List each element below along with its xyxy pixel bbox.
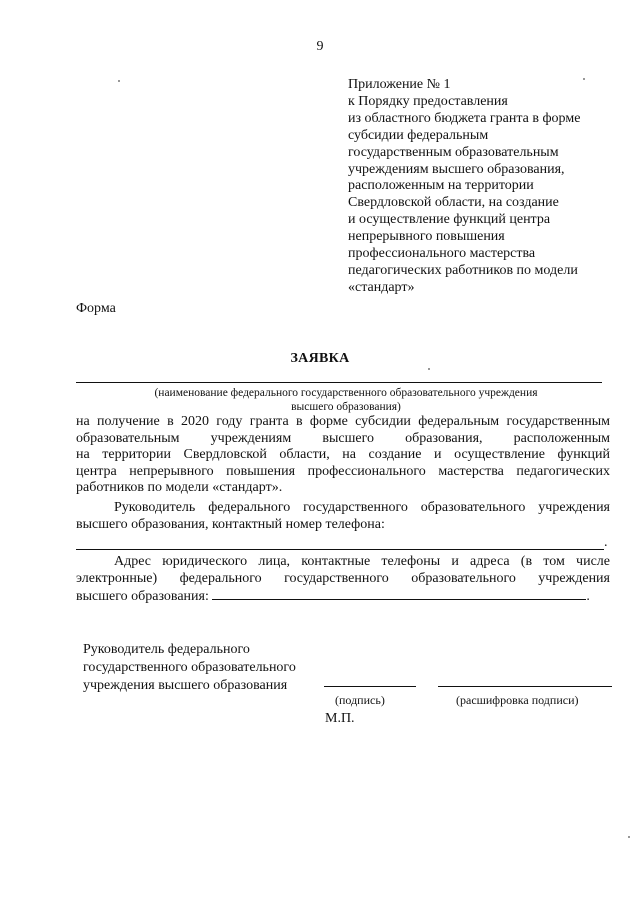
scan-speck bbox=[583, 78, 585, 80]
address-line-last bbox=[76, 587, 610, 606]
scan-speck bbox=[428, 368, 430, 370]
institution-name-caption bbox=[76, 386, 616, 414]
address-fill-line bbox=[212, 587, 586, 600]
appendix-line: к Порядку предоставления bbox=[348, 93, 508, 109]
appendix-header bbox=[348, 77, 618, 297]
caption-line: высшего образования) bbox=[291, 401, 401, 413]
signer-line: учреждения высшего образования bbox=[83, 678, 288, 693]
address-fill-period: . bbox=[586, 589, 590, 604]
decryption-label: (расшифровка подписи) bbox=[456, 693, 579, 707]
appendix-line: непрерывного повышения bbox=[348, 229, 505, 245]
head-contact-paragraph bbox=[76, 500, 610, 533]
appendix-line: государственным образовательным bbox=[348, 144, 559, 160]
head-line: высшего образования, контактный номер телефона: bbox=[76, 516, 385, 532]
document-title: ЗАЯВКА bbox=[290, 351, 350, 366]
address-label: высшего образования: bbox=[76, 589, 209, 604]
institution-name-line bbox=[76, 382, 602, 383]
signer-line: Руководитель федерального bbox=[83, 642, 250, 657]
signature-label: (подпись) bbox=[335, 693, 385, 707]
appendix-line: педагогических работников по модели bbox=[348, 262, 578, 278]
body-line: образовательным учреждениям высшего образования, расположенным bbox=[76, 430, 610, 446]
scan-speck bbox=[118, 80, 120, 82]
appendix-line: профессионального мастерства bbox=[348, 246, 536, 262]
signer-block bbox=[83, 641, 296, 695]
body-line: центра непрерывного повышения профессионального мастерства педагогических bbox=[76, 463, 610, 479]
body-line: работников по модели «стандарт». bbox=[76, 480, 283, 495]
appendix-line: субсидии федеральным bbox=[348, 127, 489, 143]
scan-speck bbox=[628, 836, 630, 838]
signature-line bbox=[324, 686, 416, 687]
body-line: на получение в 2020 году гранта в форме субсидии федеральным государственным bbox=[76, 414, 610, 429]
request-body bbox=[76, 414, 610, 497]
appendix-line: Свердловской области, на создание bbox=[348, 195, 559, 211]
fill-line-period: . bbox=[604, 535, 608, 550]
appendix-line: Приложение № 1 bbox=[348, 77, 451, 92]
appendix-line: «стандарт» bbox=[348, 279, 415, 295]
appendix-line: расположенным на территории bbox=[348, 178, 534, 194]
appendix-line: учреждениям высшего образования, bbox=[348, 161, 565, 177]
head-line: Руководитель федерального государственного образовательного учреждения bbox=[114, 500, 610, 515]
head-contact-fill-line bbox=[76, 549, 604, 550]
signature-decryption-line bbox=[438, 686, 612, 687]
appendix-line: из областного бюджета гранта в форме bbox=[348, 110, 581, 126]
stamp-label: М.П. bbox=[325, 711, 355, 726]
body-line: на территории Свердловской области, на создание и осуществление функций bbox=[76, 447, 610, 462]
page-number: 9 bbox=[316, 39, 324, 54]
address-line: электронные) федерального государственного образовательного учреждения bbox=[76, 570, 610, 586]
address-paragraph bbox=[76, 554, 610, 606]
signer-line: государственного образовательного bbox=[83, 660, 296, 675]
form-label: Форма bbox=[76, 301, 116, 316]
caption-line: (наименование федерального государственного образовательного учреждения bbox=[154, 387, 538, 399]
appendix-line: и осуществление функций центра bbox=[348, 212, 551, 228]
address-line: Адрес юридического лица, контактные телефоны и адреса (в том числе bbox=[114, 554, 610, 569]
